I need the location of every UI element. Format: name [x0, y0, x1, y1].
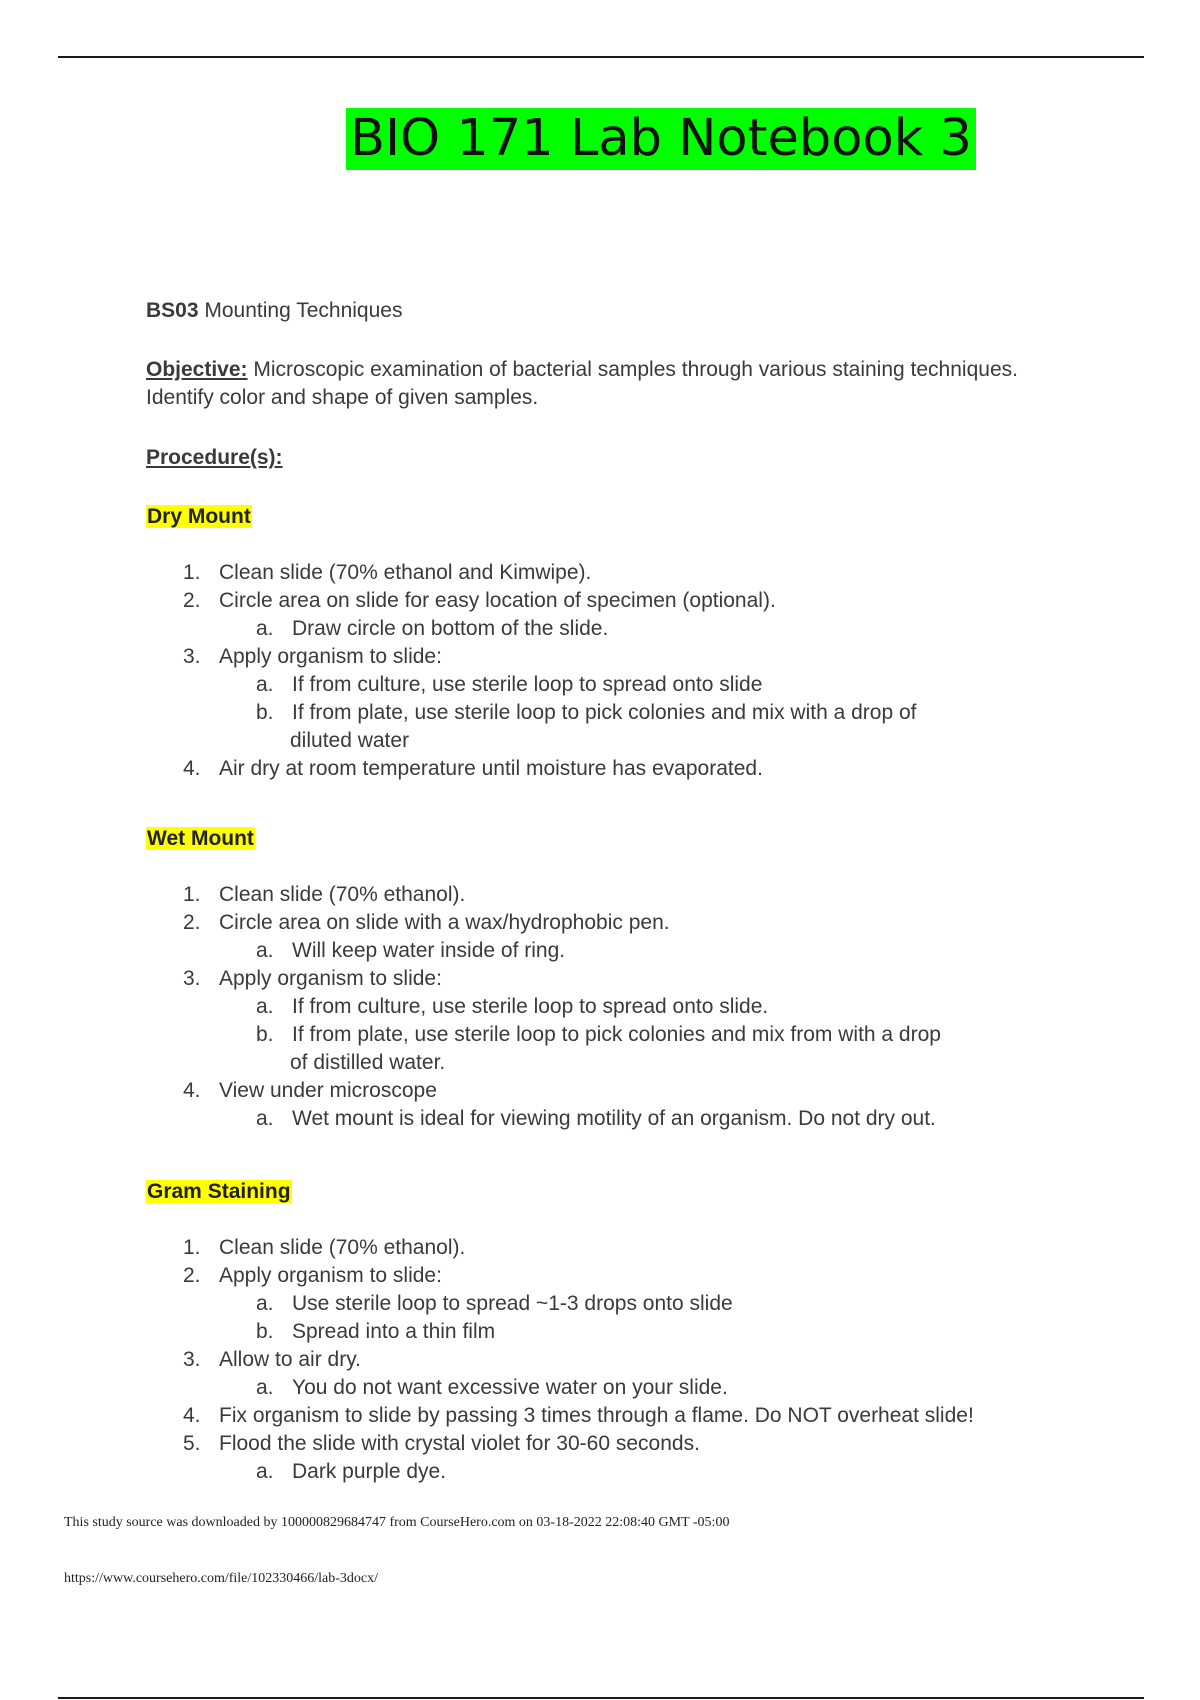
section-heading	[146, 503, 252, 531]
list-subitem	[256, 671, 762, 699]
list-text: Dark purple dye.	[292, 1460, 447, 1483]
list-text: Spread into a thin film	[292, 1320, 496, 1343]
list-subitem	[256, 615, 608, 643]
list-number: a.	[256, 1107, 274, 1130]
list-subitem	[256, 699, 916, 727]
list-number: 4.	[183, 1404, 201, 1427]
list-number: b.	[256, 1023, 274, 1046]
list-item	[183, 559, 591, 587]
list-text: View under microscope	[219, 1079, 437, 1102]
list-text: Apply organism to slide:	[219, 1264, 442, 1287]
list-subitem	[256, 1021, 941, 1049]
list-text: Clean slide (70% ethanol).	[219, 1236, 466, 1259]
objective-line-1	[146, 356, 1018, 384]
list-item	[183, 643, 442, 671]
list-text: Use sterile loop to spread ~1-3 drops onto slide	[292, 1292, 733, 1315]
objective-line-2: Identify color and shape of given samples.	[146, 386, 539, 409]
list-number: 2.	[183, 1264, 201, 1287]
list-text: If from culture, use sterile loop to spread onto slide	[292, 673, 763, 696]
lab-heading	[146, 297, 402, 325]
list-text: Allow to air dry.	[219, 1348, 361, 1371]
bottom-rule	[58, 1697, 1144, 1699]
list-item	[183, 1234, 465, 1262]
lab-code: BS03	[146, 299, 199, 322]
list-text: Clean slide (70% ethanol and Kimwipe).	[219, 561, 592, 584]
list-number: a.	[256, 673, 274, 696]
list-subitem-continuation: of distilled water.	[290, 1051, 446, 1074]
list-number: a.	[256, 617, 274, 640]
list-number: 1.	[183, 561, 201, 584]
list-number: a.	[256, 939, 274, 962]
list-number: 3.	[183, 967, 201, 990]
page-title: BIO 171 Lab Notebook 3	[346, 108, 976, 170]
list-number: 2.	[183, 911, 201, 934]
list-text: Air dry at room temperature until moisture has evaporated.	[219, 757, 763, 780]
list-number: a.	[256, 1376, 274, 1399]
list-number: 3.	[183, 1348, 201, 1371]
list-text: Fix organism to slide by passing 3 times through a flame. Do NOT overheat slide!	[219, 1404, 974, 1427]
list-item	[183, 1077, 437, 1105]
list-number: 1.	[183, 883, 201, 906]
list-subitem	[256, 1105, 936, 1133]
top-rule	[58, 56, 1144, 58]
list-text: If from culture, use sterile loop to spread onto slide.	[292, 995, 769, 1018]
list-item	[183, 1346, 361, 1374]
list-item	[183, 965, 442, 993]
list-subitem-continuation: diluted water	[290, 729, 410, 752]
download-notice: This study source was downloaded by 100000829684747 from CourseHero.com on 03-18-2022 22:08:40 GMT -05:00	[64, 1515, 730, 1530]
list-text: Circle area on slide with a wax/hydrophobic pen.	[219, 911, 670, 934]
list-text: Apply organism to slide:	[219, 967, 442, 990]
section-heading-text: Dry Mount	[147, 505, 251, 528]
list-text: Will keep water inside of ring.	[292, 939, 566, 962]
section-heading-text: Wet Mount	[147, 827, 254, 850]
list-text: Flood the slide with crystal violet for 30-60 seconds.	[219, 1432, 700, 1455]
list-item	[183, 755, 763, 783]
list-item	[183, 1402, 974, 1430]
list-text: If from plate, use sterile loop to pick colonies and mix with a drop of	[292, 701, 917, 724]
section-heading-text: Gram Staining	[147, 1180, 291, 1203]
lab-name: Mounting Techniques	[204, 299, 403, 322]
objective-text-1: Microscopic examination of bacterial samples through various staining techniques.	[253, 358, 1018, 381]
list-item	[183, 587, 776, 615]
list-text: If from plate, use sterile loop to pick colonies and mix from with a drop	[292, 1023, 941, 1046]
list-subitem	[256, 993, 768, 1021]
list-item	[183, 881, 465, 909]
list-number: 5.	[183, 1432, 201, 1455]
list-subitem	[256, 1374, 728, 1402]
list-text: You do not want excessive water on your slide.	[292, 1376, 728, 1399]
list-subitem	[256, 1458, 446, 1486]
list-text: Draw circle on bottom of the slide.	[292, 617, 609, 640]
objective-label: Objective:	[146, 358, 248, 381]
list-text: Clean slide (70% ethanol).	[219, 883, 466, 906]
list-subitem	[256, 1290, 733, 1318]
list-number: a.	[256, 1460, 274, 1483]
list-number: 4.	[183, 757, 201, 780]
procedure-label: Procedure(s):	[146, 446, 283, 469]
list-item	[183, 909, 670, 937]
list-number: 1.	[183, 1236, 201, 1259]
list-number: a.	[256, 995, 274, 1018]
list-item	[183, 1262, 442, 1290]
list-number: b.	[256, 701, 274, 724]
list-subitem	[256, 937, 565, 965]
section-heading	[146, 825, 255, 853]
list-number: 2.	[183, 589, 201, 612]
section-heading	[146, 1178, 292, 1206]
list-number: a.	[256, 1292, 274, 1315]
list-text: Circle area on slide for easy location of specimen (optional).	[219, 589, 776, 612]
list-subitem	[256, 1318, 495, 1346]
list-number: 3.	[183, 645, 201, 668]
list-number: b.	[256, 1320, 274, 1343]
list-item	[183, 1430, 700, 1458]
source-url: https://www.coursehero.com/file/102330466/lab-3docx/	[64, 1571, 379, 1586]
list-text: Apply organism to slide:	[219, 645, 442, 668]
list-number: 4.	[183, 1079, 201, 1102]
list-text: Wet mount is ideal for viewing motility of an organism. Do not dry out.	[292, 1107, 936, 1130]
